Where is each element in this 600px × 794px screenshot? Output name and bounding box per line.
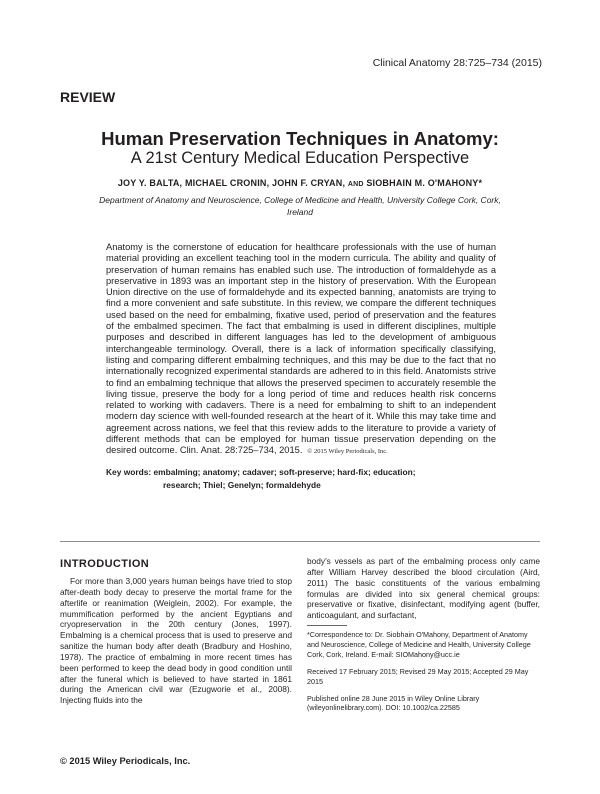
footnote-divider <box>307 625 347 626</box>
author-list <box>40 178 560 188</box>
keywords <box>106 466 501 491</box>
abstract-copyright: © 2015 Wiley Periodicals, Inc. <box>307 448 388 456</box>
correspondence-note: *Correspondence to: Dr. Siobhain O'Mahony, Department of Anatomy and Neuroscience, College of Medicine and Health, University College Cork, Cork, Ireland. E-mail: SIOMahony@ucc.ie <box>307 630 531 659</box>
received-dates: Received 17 February 2015; Revised 29 May 2015; Accepted 29 May 2015 <box>307 666 529 686</box>
keywords-line-1: Key words: embalming; anatomy; cadaver; soft-preserve; hard-fix; education; <box>106 467 416 477</box>
right-column <box>307 556 540 621</box>
left-column <box>60 558 292 706</box>
author-names-first: JOY Y. BALTA, MICHAEL CRONIN, JOHN F. CRYAN, <box>117 178 346 188</box>
keywords-line-2: research; Thiel; Genelyn; formaldehyde <box>163 479 321 490</box>
author-conjunction: AND <box>347 181 364 188</box>
introduction-heading: INTRODUCTION <box>60 558 150 570</box>
section-label: REVIEW <box>60 89 116 105</box>
body-paragraph: body's vessels as part of the embalming process only came after William Harvey described the blood circulation (Aird, 2011) The basic constituents of the various embalming formulas are divided into six general chemical groups: preservative or fixative, disinfectant, modifying agent (buffer, anticoagulant, and surfactant, <box>307 556 540 621</box>
abstract <box>106 242 496 458</box>
publication-info: Published online 28 June 2015 in Wiley Online Library (wileyonlinelibrary.com). DOI: 10.1002/ca.22585 <box>307 693 480 713</box>
affiliation: Department of Anatomy and Neuroscience, College of Medicine and Health, University College Cork, Cork, Ireland <box>99 195 501 217</box>
author-names-last: SIOBHAIN M. O'MAHONY* <box>366 178 483 188</box>
article-subtitle: A 21st Century Medical Education Perspective <box>130 149 470 167</box>
section-divider <box>60 541 540 542</box>
footer-copyright: © 2015 Wiley Periodicals, Inc. <box>60 756 191 766</box>
journal-reference: Clinical Anatomy 28:725–734 (2015) <box>372 57 542 69</box>
abstract-text: Anatomy is the cornerstone of education for healthcare professionals with the use of human material providing an excellent teaching tool in the modern curricula. The ability and quality of preservation of human remains has enabled such use. The introduction of formaldehyde as a preservative in 1893 was an important step in the history of preservation. With the European Union directive on the use of formaldehyde and its expected banning, anatomists are trying to find a more convenient and safe substitute. In this review, we compare the different techniques used based on the need for embalming, fixative used, period of preservation and the features of the embalmed specimen. The fact that embalming is used in different disciplines, multiple purposes and described in different languages has led to the development of ambiguous interchangeable terminology. Overall, there is a lack of information specifically classifying, listing and comparing different embalming techniques, and this may be due to the fact that no internationally recognized experimental standards are adhered to in this field. Anatomists strive to find an embalming technique that allows the preserved specimen to accurately resemble the living tissue, preserve the body for a long period of time and reduces health risk concerns related to working with cadavers. There is a need for embalming to shift to an independent modern day science with well-founded research at the heart of it. While this may take time and agreement across nations, we feel that this review adds to the literature to provide a variety of different methods that can be employed for human tissue preservation depending on the desired outcome. Clin. Anat. 28:725–734, 2015. <box>106 242 496 456</box>
introduction-paragraph: For more than 3,000 years human beings have tried to stop after-death body decay to preserve the mortal frame for the afterlife or reanimation (Weiglein, 2002). For example, the mummification performed by the ancient Egyptians and cryopreservation in the 20th century (Jones, 1997). Embalming is a chemical process that is used to preserve and sanitize the human body after death (Bradbury and Hoshino, 1978). The practice of embalming in more recent times has been performed to keep the dead body in good condition until after the funeral which is believed to have started in 1861 during the American civil war (Ezugworie et al., 2008). Injecting fluids into the <box>60 576 292 706</box>
article-title: Human Preservation Techniques in Anatomy: <box>101 128 499 149</box>
footnotes <box>307 630 540 720</box>
